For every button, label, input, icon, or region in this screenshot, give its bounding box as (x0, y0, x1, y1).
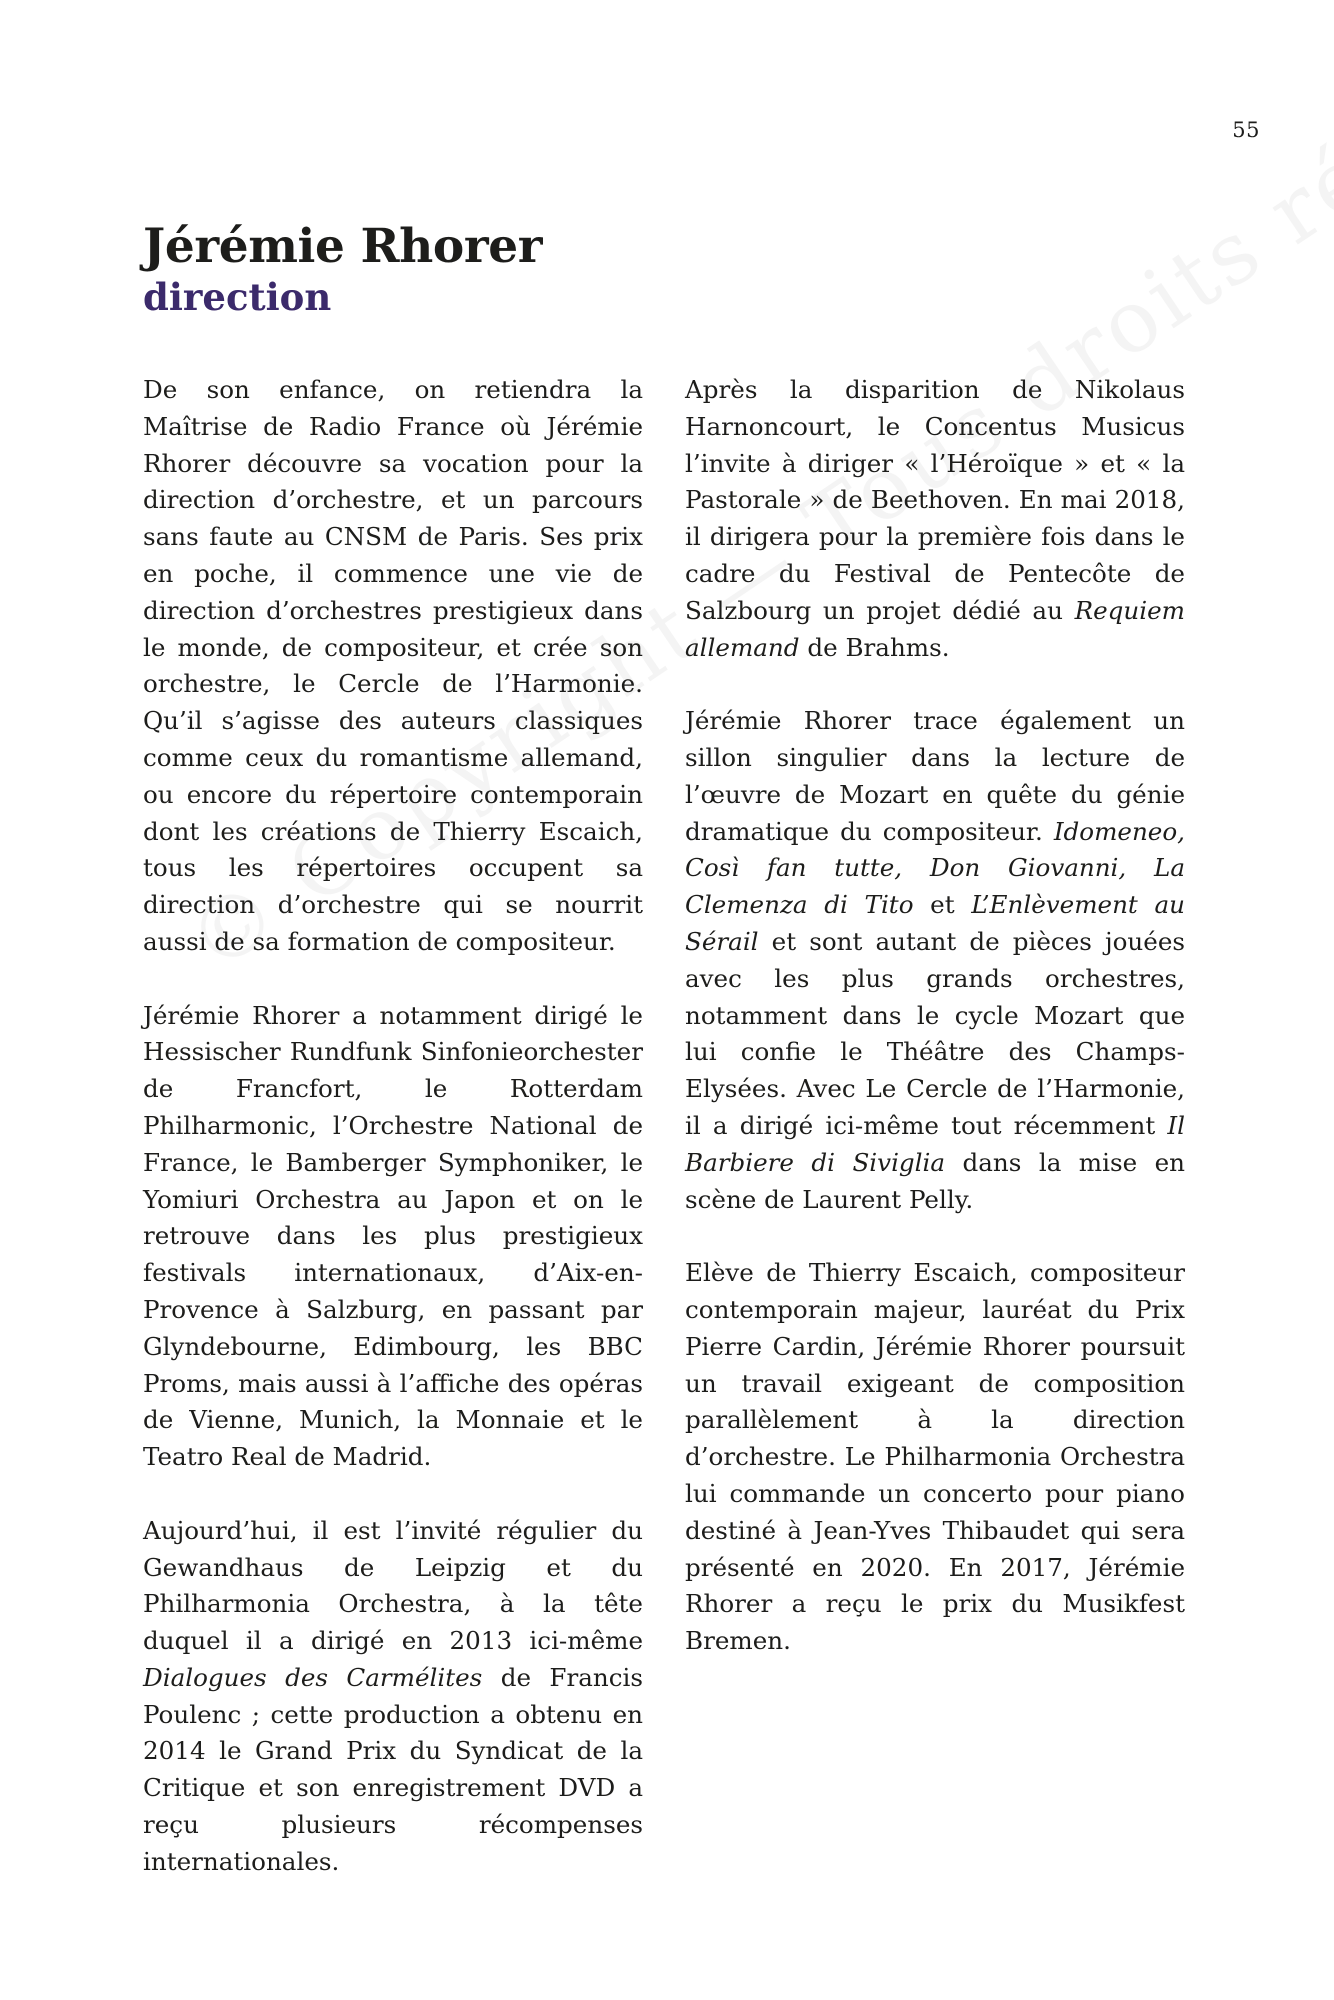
body-paragraph (685, 703, 1185, 1218)
paragraph-text: dans la mise en scène de Laurent Pelly. (685, 1147, 1185, 1214)
italic-title-text: Il Barbiere di Siviglia (685, 1110, 1185, 1177)
left-column (143, 372, 643, 1917)
page-header (143, 218, 542, 318)
paragraph-text: Jérémie Rhorer a notamment dirigé le Hessischer Rundfunk Sinfonieorchester de Francfort, le Rotterdam Philharmonic, l’Orchestre National de France, le Bamberger Symphoniker, le Yomiuri Orchestra au Japon et on le retrouve dans les plus prestigieux festivals internationaux, d’Aix-en-Provence à Salzburg, en passant par Glyndebourne, Edimbourg, les BBC Proms, mais aussi à l’affiche des opéras de Vienne, Munich, la Monnaie et le Teatro Real de Madrid. (143, 1000, 643, 1472)
paragraph-text: Après la disparition de Nikolaus Harnoncourt, le Concentus Musicus l’invite à diriger « l’Héroïque » et « la Pastorale » de Beethoven. En mai 2018, il dirigera pour la première fois dans le cadre du Festival de Pentecôte de Salzbourg un projet dédié au (685, 375, 1185, 625)
italic-title-text: Dialogues des Carmélites (143, 1662, 483, 1692)
italic-title-text: L’Enlèvement au Sérail (685, 890, 1185, 956)
page-subtitle: direction (143, 275, 332, 319)
body-paragraph (143, 372, 643, 961)
body-paragraph (143, 998, 643, 1476)
paragraph-text: de Francis Poulenc ; cette production a obtenu en 2014 le Grand Prix du Syndicat de la Critique et son enregistrement DVD a reçu plusieurs récompenses internationales. (143, 1662, 643, 1876)
right-column (685, 372, 1185, 1697)
paragraph-text: Aujourd’hui, il est l’invité régulier du Gewandhaus de Leipzig et du Philharmonia Orchestra, à la tête duquel il a dirigé en 2013 ici-même (143, 1515, 643, 1656)
paragraph-text: et sont autant de pièces jouées avec les plus grands orchestres, notamment dans le cycle Mozart que lui confie le Théâtre des Champs-Elysées. Avec Le Cercle de l’Harmonie, il a dirigé ici-même tout récemment (685, 926, 1185, 1140)
page-number: 55 (1232, 118, 1260, 142)
body-paragraph (685, 1255, 1185, 1660)
italic-title-text: Requiem allemand (685, 595, 1185, 662)
paragraph-text: et (913, 890, 972, 920)
page-title: Jérémie Rhorer (143, 219, 543, 274)
paragraph-text: Elève de Thierry Escaich, compositeur contemporain majeur, lauréat du Prix Pierre Cardin, Jérémie Rhorer poursuit un travail exigeant de composition parallèlement à la direction d’orchestre. Le Philharmonia Orchestra lui commande un concerto pour piano destiné à Jean-Yves Thibaudet qui sera présenté en 2020. En 2017, Jérémie Rhorer a reçu le prix du Musikfest Bremen. (685, 1258, 1185, 1656)
paragraph-text: de Brahms. (799, 632, 950, 662)
italic-title-text: Idomeneo, Così fan tutte, Don Giovanni, La Clemenza di Tito (685, 816, 1185, 920)
body-paragraph (143, 1513, 643, 1881)
body-paragraph (685, 372, 1185, 666)
paragraph-text: De son enfance, on retiendra la Maîtrise de Radio France où Jérémie Rhorer découvre sa vocation pour la direction d’orchestre, et un parcours sans faute au CNSM de Paris. Ses prix en poche, il commence une vie de direction d’orchestres prestigieux dans le monde, de compositeur, et crée son orchestre, le Cercle de l’Harmonie. Qu’il s’agisse des auteurs classiques comme ceux du romantisme allemand, ou encore du répertoire contemporain dont les créations de Thierry Escaich, tous les répertoires occupent sa direction d’orchestre qui se nourrit aussi de sa formation de compositeur. (143, 375, 643, 956)
paragraph-text: Jérémie Rhorer trace également un sillon singulier dans la lecture de l’œuvre de Mozart en quête du génie dramatique du compositeur. (685, 706, 1185, 846)
